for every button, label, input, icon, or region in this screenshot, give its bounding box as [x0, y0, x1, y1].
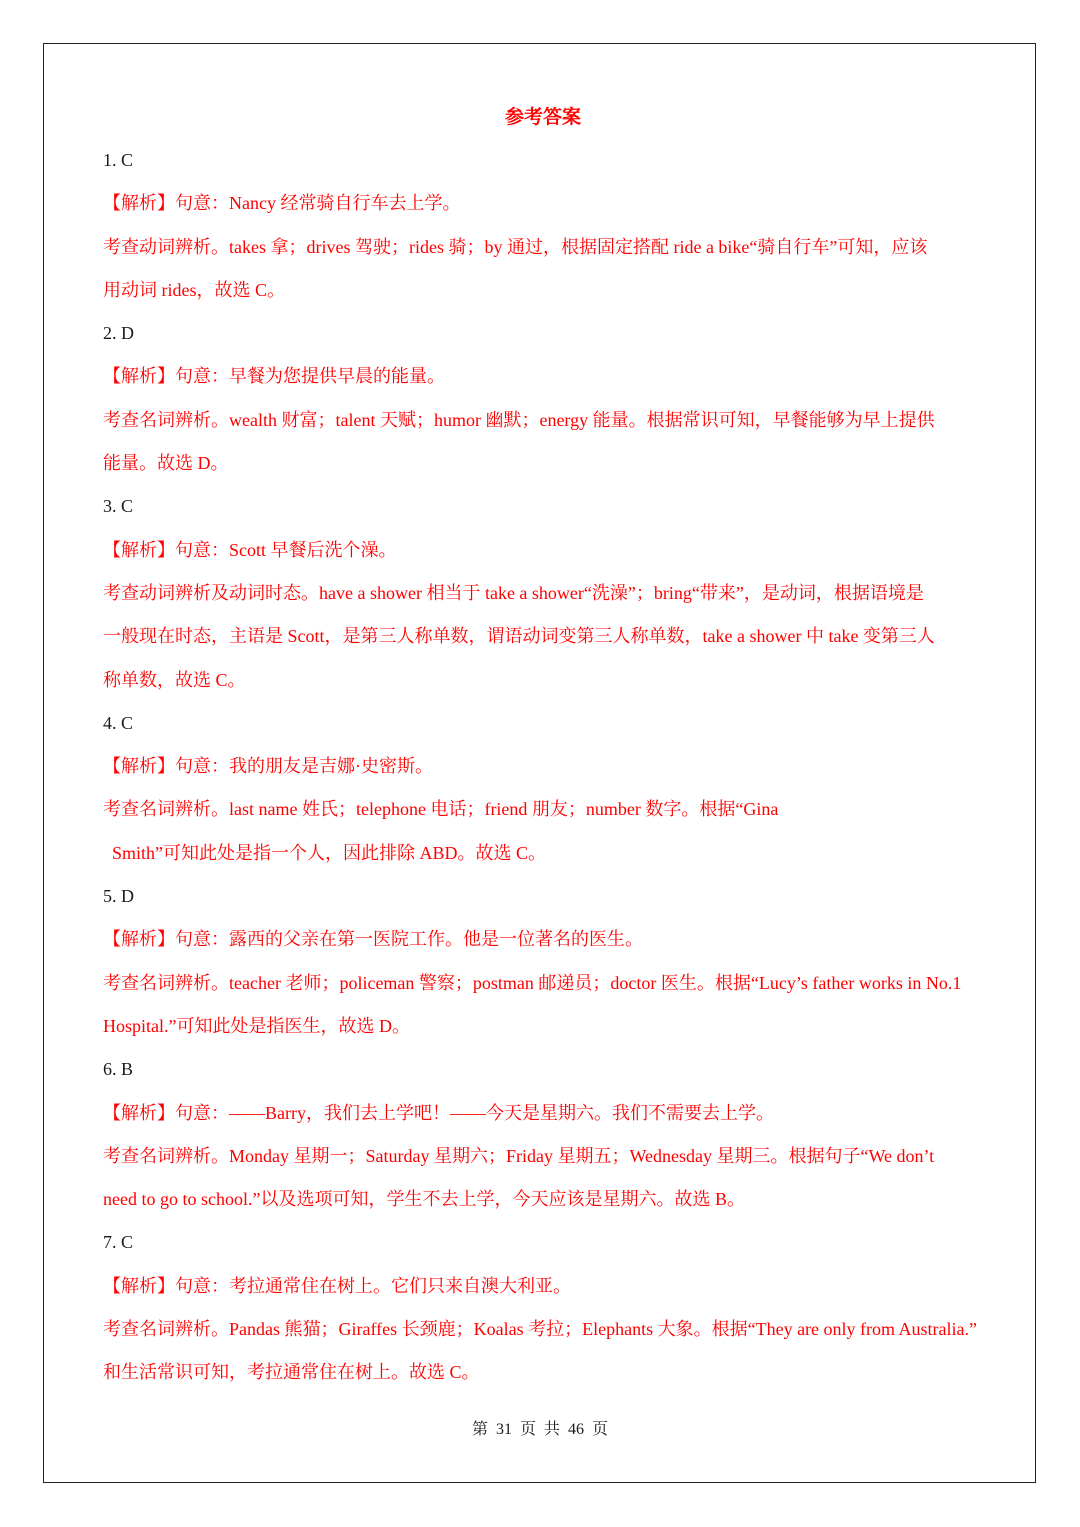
page-title: 参考答案: [504, 107, 581, 128]
answer-item: [103, 485, 983, 701]
analysis-sentence: 【解析】句意：Nancy 经常骑自行车去上学。: [103, 193, 461, 214]
footer-page-number: 31: [495, 1421, 512, 1438]
answer-number: 3. C: [103, 496, 134, 517]
answer-item: [103, 139, 983, 312]
analysis-explanation-line: 能量。故选 D。: [103, 453, 229, 474]
answer-number: 7. C: [103, 1232, 134, 1253]
answer-number: 4. C: [103, 712, 134, 733]
answer-number: 5. D: [103, 886, 134, 907]
analysis-sentence: 【解析】句意：考拉通常住在树上。它们只来自澳大利亚。: [103, 1275, 571, 1296]
analysis-explanation-line: Smith”可知此处是指一个人，因此排除 ABD。故选 C。: [112, 842, 547, 863]
analysis-explanation-line: need to go to school.”以及选项可知，学生不去上学，今天应该是星期六。故选 B。: [103, 1189, 745, 1210]
answer-item: [103, 875, 983, 1048]
analysis-explanation-line: 用动词 rides，故选 C。: [103, 279, 285, 300]
answer-number: 1. C: [103, 150, 134, 170]
footer-total-prefix: 共: [544, 1421, 561, 1438]
analysis-explanation-line: 考查名词辨析。teacher 老师；policeman 警察；postman 邮递员；doctor 医生。根据“Lucy’s father works in No.1: [103, 972, 962, 993]
answer-item: [103, 312, 983, 485]
analysis-explanation-line: 考查动词辨析及动词时态。have a shower 相当于 take a shower“洗澡”；bring“带来”，是动词，根据语境是: [103, 582, 924, 603]
analysis-explanation-line: 称单数，故选 C。: [103, 669, 246, 690]
analysis-sentence: 【解析】句意：早餐为您提供早晨的能量。: [103, 366, 445, 387]
analysis-explanation-line: 考查名词辨析。wealth 财富；talent 天赋；humor 幽默；energy 能量。根据常识可知，早餐能够为早上提供: [103, 409, 935, 430]
footer-page-unit: 页: [519, 1421, 536, 1438]
analysis-explanation-line: Hospital.”可知此处是指医生，故选 D。: [103, 1015, 410, 1036]
footer-total-pages: 46: [568, 1421, 585, 1438]
analysis-sentence: 【解析】句意：Scott 早餐后洗个澡。: [103, 539, 397, 560]
analysis-sentence: 【解析】句意：——Barry，我们去上学吧！——今天是星期六。我们不需要去上学。: [103, 1102, 774, 1123]
answer-item: [103, 1221, 983, 1394]
page-footer: [0, 1416, 1080, 1439]
analysis-sentence: 【解析】句意：我的朋友是吉娜·史密斯。: [103, 756, 433, 777]
analysis-explanation-line: 考查名词辨析。Pandas 熊猫；Giraffes 长颈鹿；Koalas 考拉；Elephants 大象。根据“They are only from Australia.”: [103, 1319, 978, 1340]
answer-item: [103, 702, 983, 875]
answer-number: 2. D: [103, 323, 134, 344]
analysis-explanation-line: 考查名词辨析。last name 姓氏；telephone 电话；friend 朋友；number 数字。根据“Gina: [103, 799, 779, 820]
answer-item: [103, 1048, 983, 1221]
analysis-explanation-line: 考查动词辨析。takes 拿；drives 驾驶；rides 骑；by 通过，根据固定搭配 ride a bike“骑自行车”可知，应该: [103, 236, 928, 257]
footer-total-unit: 页: [592, 1421, 609, 1438]
analysis-sentence: 【解析】句意：露西的父亲在第一医院工作。他是一位著名的医生。: [103, 929, 643, 950]
analysis-explanation-line: 考查名词辨析。Monday 星期一；Saturday 星期六；Friday 星期五；Wednesday 星期三。根据句子“We don’t: [103, 1145, 935, 1166]
analysis-explanation-line: 和生活常识可知，考拉通常住在树上。故选 C。: [103, 1362, 480, 1383]
answer-number: 6. B: [103, 1059, 134, 1080]
footer-prefix: 第: [471, 1421, 488, 1438]
analysis-explanation-line: 一般现在时态，主语是 Scott，是第三人称单数，谓语动词变第三人称单数，take a shower 中 take 变第三人: [103, 626, 935, 647]
answer-key-content: [103, 96, 983, 1395]
